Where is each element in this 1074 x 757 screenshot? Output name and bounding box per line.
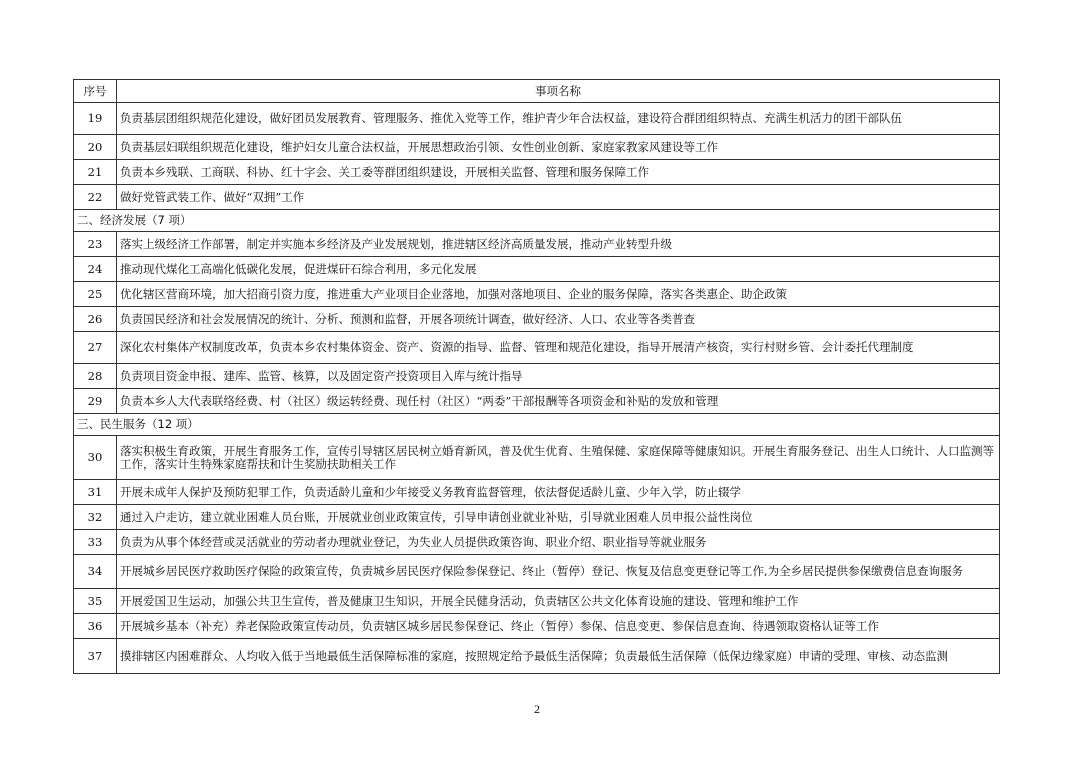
serial-number-cell: 27 xyxy=(74,332,117,364)
table-row xyxy=(74,282,1000,307)
item-name-cell: 优化辖区营商环境，加大招商引资力度，推进重大产业项目企业落地，加强对落地项目、企业的服务保障，落实各类惠企、助企政策 xyxy=(117,282,1000,307)
serial-number-cell: 29 xyxy=(74,389,117,414)
item-name-cell: 负责基层团组织规范化建设，做好团员发展教育、管理服务、推优入党等工作，维护青少年合法权益，建设符合群团组织特点、充满生机活力的团干部队伍 xyxy=(117,103,1000,135)
table-row xyxy=(74,436,1000,480)
header-item-name: 事项名称 xyxy=(117,80,1000,103)
table-row xyxy=(74,639,1000,674)
page-number: 2 xyxy=(534,702,540,716)
section-title: 二、经济发展（7 项） xyxy=(74,210,1000,232)
serial-number-cell: 25 xyxy=(74,282,117,307)
matters-table xyxy=(73,79,1000,674)
table-row xyxy=(74,160,1000,185)
serial-number-cell: 35 xyxy=(74,589,117,614)
table-header-row xyxy=(74,80,1000,103)
item-name-cell: 负责项目资金申报、建库、监管、核算，以及固定资产投资项目入库与统计指导 xyxy=(117,364,1000,389)
item-name-cell: 开展未成年人保护及预防犯罪工作，负责适龄儿童和少年接受义务教育监督管理，依法督促适龄儿童、少年入学，防止辍学 xyxy=(117,480,1000,505)
item-name-cell: 负责本乡人大代表联络经费、村（社区）级运转经费、现任村（社区）“两委”干部报酬等各项资金和补贴的发放和管理 xyxy=(117,389,1000,414)
item-name-cell: 深化农村集体产权制度改革，负责本乡农村集体资金、资产、资源的指导、监督、管理和规范化建设，指导开展清产核资，实行村财乡管、会计委托代理制度 xyxy=(117,332,1000,364)
table-row xyxy=(74,364,1000,389)
table-row xyxy=(74,185,1000,210)
item-name-cell: 开展爱国卫生运动，加强公共卫生宣传，普及健康卫生知识，开展全民健身活动，负责辖区公共文化体育设施的建设、管理和维护工作 xyxy=(117,589,1000,614)
serial-number-cell: 34 xyxy=(74,555,117,589)
serial-number-cell: 36 xyxy=(74,614,117,639)
table-row xyxy=(74,505,1000,530)
table-row xyxy=(74,614,1000,639)
table-row xyxy=(74,530,1000,555)
section-header-row xyxy=(74,414,1000,436)
serial-number-cell: 30 xyxy=(74,436,117,480)
serial-number-cell: 37 xyxy=(74,639,117,674)
serial-number-cell: 26 xyxy=(74,307,117,332)
serial-number-cell: 33 xyxy=(74,530,117,555)
table-row xyxy=(74,555,1000,589)
item-name-cell: 负责基层妇联组织规范化建设，维护妇女儿童合法权益，开展思想政治引领、女性创业创新、家庭家教家风建设等工作 xyxy=(117,135,1000,160)
serial-number-cell: 24 xyxy=(74,257,117,282)
item-name-cell: 通过入户走访，建立就业困难人员台账，开展就业创业政策宣传，引导申请创业就业补贴，引导就业困难人员申报公益性岗位 xyxy=(117,505,1000,530)
section-header-row xyxy=(74,210,1000,232)
item-name-cell: 开展城乡居民医疗救助医疗保险的政策宣传，负责城乡居民医疗保险参保登记、终止（暂停）登记、恢复及信息变更登记等工作,为全乡居民提供参保缴费信息查询服务 xyxy=(117,555,1000,589)
item-name-cell: 开展城乡基本（补充）养老保险政策宣传动员，负责辖区城乡居民参保登记、终止（暂停）参保、信息变更、参保信息查询、待遇领取资格认证等工作 xyxy=(117,614,1000,639)
section-title: 三、民生服务（12 项） xyxy=(74,414,1000,436)
table-row xyxy=(74,589,1000,614)
serial-number-cell: 23 xyxy=(74,232,117,257)
table-row xyxy=(74,480,1000,505)
item-name-cell: 落实积极生育政策，开展生育服务工作，宣传引导辖区居民树立婚育新风，普及优生优育、生殖保健、家庭保障等健康知识。开展生育服务登记、出生人口统计、人口监测等工作，落实计生特殊家庭帮扶和计生奖励扶助相关工作 xyxy=(117,436,1000,480)
serial-number-cell: 28 xyxy=(74,364,117,389)
table-row xyxy=(74,332,1000,364)
serial-number-cell: 32 xyxy=(74,505,117,530)
table-row xyxy=(74,103,1000,135)
table-row xyxy=(74,135,1000,160)
serial-number-cell: 21 xyxy=(74,160,117,185)
item-name-cell: 落实上级经济工作部署，制定并实施本乡经济及产业发展规划，推进辖区经济高质量发展，推动产业转型升级 xyxy=(117,232,1000,257)
serial-number-cell: 31 xyxy=(74,480,117,505)
item-name-cell: 负责国民经济和社会发展情况的统计、分析、预测和监督，开展各项统计调查，做好经济、人口、农业等各类普查 xyxy=(117,307,1000,332)
table-row xyxy=(74,232,1000,257)
serial-number-cell: 20 xyxy=(74,135,117,160)
serial-number-cell: 22 xyxy=(74,185,117,210)
header-serial-number: 序号 xyxy=(74,80,117,103)
item-name-cell: 摸排辖区内困难群众、人均收入低于当地最低生活保障标准的家庭，按照规定给予最低生活保障；负责最低生活保障（低保边缘家庭）申请的受理、审核、动态监测 xyxy=(117,639,1000,674)
item-name-cell: 负责为从事个体经营或灵活就业的劳动者办理就业登记，为失业人员提供政策咨询、职业介绍、职业指导等就业服务 xyxy=(117,530,1000,555)
serial-number-cell: 19 xyxy=(74,103,117,135)
table-row xyxy=(74,307,1000,332)
item-name-cell: 负责本乡残联、工商联、科协、红十字会、关工委等群团组织建设，开展相关监督、管理和服务保障工作 xyxy=(117,160,1000,185)
item-name-cell: 推动现代煤化工高端化低碳化发展，促进煤矸石综合利用，多元化发展 xyxy=(117,257,1000,282)
table-row xyxy=(74,257,1000,282)
item-name-cell: 做好党管武装工作、做好“双拥”工作 xyxy=(117,185,1000,210)
table-row xyxy=(74,389,1000,414)
